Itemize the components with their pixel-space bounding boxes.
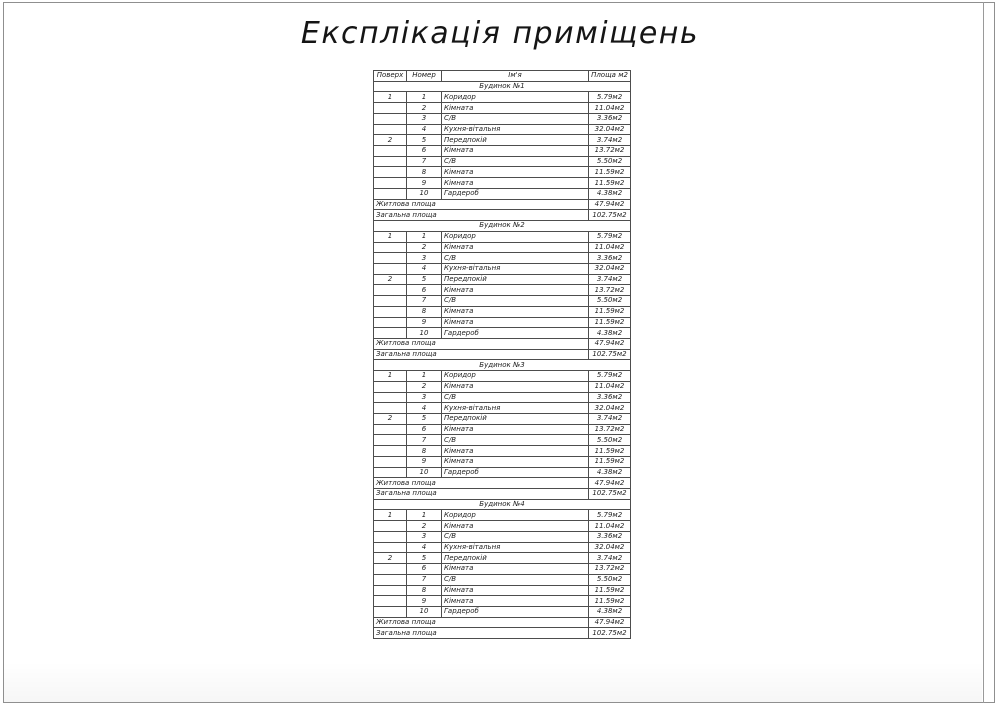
area-cell: 4.38м2 (589, 328, 631, 339)
table-row (374, 103, 631, 114)
number-cell: 7 (407, 296, 442, 307)
column-header: Площа м2 (589, 71, 631, 82)
area-cell: 11.04м2 (589, 242, 631, 253)
table-row (374, 263, 631, 274)
area-cell: 4.38м2 (589, 188, 631, 199)
number-cell: 8 (407, 306, 442, 317)
number-cell: 10 (407, 328, 442, 339)
number-cell: 1 (407, 371, 442, 382)
explication-table (373, 70, 631, 639)
summary-row (374, 628, 631, 639)
summary-row (374, 210, 631, 221)
room-name-cell: Гардероб (442, 606, 589, 617)
summary-value-cell: 47.94м2 (589, 478, 631, 489)
room-name-cell: С/В (442, 156, 589, 167)
table-row (374, 381, 631, 392)
number-cell: 6 (407, 146, 442, 157)
table-row (374, 446, 631, 457)
room-name-cell: Кімната (442, 521, 589, 532)
number-cell: 7 (407, 156, 442, 167)
room-name-cell: Кімната (442, 564, 589, 575)
summary-label-cell: Житлова площа (374, 617, 589, 628)
table-row (374, 146, 631, 157)
table-row (374, 371, 631, 382)
floor-cell (374, 606, 407, 617)
number-cell: 2 (407, 242, 442, 253)
area-cell: 4.38м2 (589, 467, 631, 478)
number-cell: 6 (407, 564, 442, 575)
table-row (374, 317, 631, 328)
number-cell: 4 (407, 403, 442, 414)
number-cell: 10 (407, 606, 442, 617)
number-cell: 5 (407, 135, 442, 146)
floor-cell (374, 456, 407, 467)
number-cell: 1 (407, 510, 442, 521)
room-name-cell: Кімната (442, 285, 589, 296)
table-row (374, 135, 631, 146)
number-cell: 4 (407, 542, 442, 553)
number-cell: 1 (407, 231, 442, 242)
number-cell: 9 (407, 456, 442, 467)
area-cell: 5.79м2 (589, 231, 631, 242)
area-cell: 5.79м2 (589, 371, 631, 382)
summary-label-cell: Загальна площа (374, 489, 589, 500)
room-name-cell: Передпокій (442, 135, 589, 146)
number-cell: 5 (407, 274, 442, 285)
table-row (374, 113, 631, 124)
column-header: Ім'я (442, 71, 589, 82)
table-row (374, 274, 631, 285)
area-cell: 13.72м2 (589, 146, 631, 157)
table-header-row (374, 71, 631, 82)
number-cell: 10 (407, 467, 442, 478)
room-name-cell: Кімната (442, 306, 589, 317)
room-name-cell: С/В (442, 253, 589, 264)
area-cell: 5.50м2 (589, 574, 631, 585)
floor-cell (374, 585, 407, 596)
floor-cell (374, 124, 407, 135)
floor-cell (374, 263, 407, 274)
floor-cell (374, 167, 407, 178)
floor-cell: 1 (374, 231, 407, 242)
room-name-cell: Гардероб (442, 328, 589, 339)
area-cell: 11.59м2 (589, 456, 631, 467)
area-cell: 11.04м2 (589, 381, 631, 392)
room-name-cell: Кімната (442, 446, 589, 457)
number-cell: 5 (407, 414, 442, 425)
number-cell: 4 (407, 124, 442, 135)
table-row (374, 242, 631, 253)
area-cell: 3.36м2 (589, 531, 631, 542)
floor-cell: 2 (374, 553, 407, 564)
room-name-cell: Гардероб (442, 188, 589, 199)
table-row (374, 435, 631, 446)
floor-cell (374, 531, 407, 542)
floor-cell (374, 242, 407, 253)
area-cell: 11.59м2 (589, 317, 631, 328)
floor-cell (374, 574, 407, 585)
floor-cell (374, 435, 407, 446)
table-row (374, 328, 631, 339)
summary-label-cell: Загальна площа (374, 628, 589, 639)
area-cell: 11.59м2 (589, 306, 631, 317)
table-row (374, 403, 631, 414)
table-row (374, 124, 631, 135)
table-row (374, 456, 631, 467)
floor-cell (374, 306, 407, 317)
table-row (374, 285, 631, 296)
summary-label-cell: Загальна площа (374, 210, 589, 221)
summary-row (374, 478, 631, 489)
summary-label-cell: Житлова площа (374, 338, 589, 349)
table-row (374, 188, 631, 199)
table-row (374, 596, 631, 607)
summary-row (374, 617, 631, 628)
floor-cell (374, 392, 407, 403)
floor-cell (374, 146, 407, 157)
room-name-cell: Кімната (442, 178, 589, 189)
area-cell: 32.04м2 (589, 542, 631, 553)
building-header: Будинок №4 (374, 499, 631, 510)
summary-row (374, 349, 631, 360)
summary-value-cell: 47.94м2 (589, 199, 631, 210)
table-row (374, 553, 631, 564)
room-name-cell: Коридор (442, 231, 589, 242)
floor-cell (374, 381, 407, 392)
area-cell: 3.74м2 (589, 135, 631, 146)
column-header: Поверх (374, 71, 407, 82)
room-name-cell: Кухня-вітальня (442, 403, 589, 414)
summary-row (374, 199, 631, 210)
building-header-row (374, 81, 631, 92)
room-name-cell: Гардероб (442, 467, 589, 478)
summary-label-cell: Житлова площа (374, 478, 589, 489)
area-cell: 3.74м2 (589, 553, 631, 564)
floor-cell (374, 596, 407, 607)
room-name-cell: Коридор (442, 510, 589, 521)
building-header-row (374, 499, 631, 510)
area-cell: 4.38м2 (589, 606, 631, 617)
area-cell: 32.04м2 (589, 124, 631, 135)
number-cell: 10 (407, 188, 442, 199)
room-name-cell: С/В (442, 531, 589, 542)
table-row (374, 231, 631, 242)
room-name-cell: Передпокій (442, 274, 589, 285)
number-cell: 4 (407, 263, 442, 274)
area-cell: 3.74м2 (589, 414, 631, 425)
summary-value-cell: 47.94м2 (589, 617, 631, 628)
number-cell: 6 (407, 424, 442, 435)
number-cell: 8 (407, 585, 442, 596)
room-name-cell: Кухня-вітальня (442, 124, 589, 135)
number-cell: 2 (407, 521, 442, 532)
room-name-cell: Кімната (442, 596, 589, 607)
summary-value-cell: 47.94м2 (589, 338, 631, 349)
number-cell: 5 (407, 553, 442, 564)
summary-value-cell: 102.75м2 (589, 349, 631, 360)
area-cell: 5.50м2 (589, 296, 631, 307)
area-cell: 11.59м2 (589, 178, 631, 189)
room-name-cell: Кімната (442, 242, 589, 253)
area-cell: 11.04м2 (589, 103, 631, 114)
table-row (374, 606, 631, 617)
area-cell: 5.79м2 (589, 92, 631, 103)
number-cell: 9 (407, 317, 442, 328)
floor-cell: 2 (374, 135, 407, 146)
room-name-cell: Кімната (442, 585, 589, 596)
summary-row (374, 338, 631, 349)
area-cell: 5.79м2 (589, 510, 631, 521)
room-name-cell: Коридор (442, 371, 589, 382)
floor-cell: 1 (374, 371, 407, 382)
floor-cell (374, 564, 407, 575)
table-row (374, 467, 631, 478)
room-name-cell: Кухня-вітальня (442, 542, 589, 553)
number-cell: 8 (407, 167, 442, 178)
table-row (374, 156, 631, 167)
building-header-row (374, 221, 631, 232)
room-name-cell: С/В (442, 296, 589, 307)
table-row (374, 585, 631, 596)
number-cell: 3 (407, 113, 442, 124)
table-row (374, 414, 631, 425)
floor-cell (374, 103, 407, 114)
floor-cell (374, 317, 407, 328)
number-cell: 2 (407, 103, 442, 114)
area-cell: 11.59м2 (589, 585, 631, 596)
number-cell: 2 (407, 381, 442, 392)
table-row (374, 392, 631, 403)
number-cell: 1 (407, 92, 442, 103)
floor-cell (374, 296, 407, 307)
table-row (374, 510, 631, 521)
explication-table-body (374, 71, 631, 639)
area-cell: 11.59м2 (589, 596, 631, 607)
number-cell: 7 (407, 574, 442, 585)
area-cell: 5.50м2 (589, 156, 631, 167)
room-name-cell: Кімната (442, 381, 589, 392)
room-name-cell: Передпокій (442, 553, 589, 564)
area-cell: 11.04м2 (589, 521, 631, 532)
table-row (374, 92, 631, 103)
table-row (374, 521, 631, 532)
area-cell: 3.74м2 (589, 274, 631, 285)
table-row (374, 306, 631, 317)
area-cell: 11.59м2 (589, 167, 631, 178)
area-cell: 5.50м2 (589, 435, 631, 446)
floor-cell (374, 253, 407, 264)
summary-value-cell: 102.75м2 (589, 210, 631, 221)
area-cell: 32.04м2 (589, 263, 631, 274)
room-name-cell: Кімната (442, 456, 589, 467)
room-name-cell: Кімната (442, 103, 589, 114)
floor-cell (374, 467, 407, 478)
floor-cell (374, 178, 407, 189)
room-name-cell: Кімната (442, 424, 589, 435)
room-name-cell: Передпокій (442, 414, 589, 425)
summary-row (374, 489, 631, 500)
building-header: Будинок №2 (374, 221, 631, 232)
area-cell: 32.04м2 (589, 403, 631, 414)
table-row (374, 531, 631, 542)
page-title: Експлікація приміщень (300, 16, 700, 51)
area-cell: 3.36м2 (589, 253, 631, 264)
number-cell: 6 (407, 285, 442, 296)
room-name-cell: С/В (442, 113, 589, 124)
area-cell: 13.72м2 (589, 285, 631, 296)
number-cell: 3 (407, 392, 442, 403)
building-header: Будинок №1 (374, 81, 631, 92)
area-cell: 3.36м2 (589, 392, 631, 403)
table-row (374, 542, 631, 553)
floor-cell (374, 424, 407, 435)
summary-value-cell: 102.75м2 (589, 489, 631, 500)
floor-cell (374, 542, 407, 553)
table-row (374, 167, 631, 178)
room-name-cell: С/В (442, 435, 589, 446)
sheet-inner-frame-line (983, 2, 984, 703)
floor-cell (374, 328, 407, 339)
floor-cell (374, 285, 407, 296)
room-name-cell: Кімната (442, 146, 589, 157)
floor-cell: 2 (374, 274, 407, 285)
table-row (374, 296, 631, 307)
area-cell: 13.72м2 (589, 424, 631, 435)
room-name-cell: Кімната (442, 167, 589, 178)
table-row (374, 424, 631, 435)
table-row (374, 564, 631, 575)
floor-cell (374, 188, 407, 199)
summary-value-cell: 102.75м2 (589, 628, 631, 639)
floor-cell (374, 113, 407, 124)
column-header: Номер (407, 71, 442, 82)
number-cell: 3 (407, 531, 442, 542)
floor-cell: 1 (374, 92, 407, 103)
number-cell: 7 (407, 435, 442, 446)
table-row (374, 253, 631, 264)
room-name-cell: Кімната (442, 317, 589, 328)
number-cell: 9 (407, 178, 442, 189)
floor-cell (374, 521, 407, 532)
area-cell: 13.72м2 (589, 564, 631, 575)
building-header-row (374, 360, 631, 371)
floor-cell (374, 156, 407, 167)
floor-cell: 1 (374, 510, 407, 521)
floor-cell (374, 446, 407, 457)
building-header: Будинок №3 (374, 360, 631, 371)
room-name-cell: Кухня-вітальня (442, 263, 589, 274)
number-cell: 8 (407, 446, 442, 457)
room-name-cell: С/В (442, 392, 589, 403)
table-row (374, 178, 631, 189)
area-cell: 11.59м2 (589, 446, 631, 457)
area-cell: 3.36м2 (589, 113, 631, 124)
number-cell: 9 (407, 596, 442, 607)
floor-cell: 2 (374, 414, 407, 425)
table-row (374, 574, 631, 585)
summary-label-cell: Житлова площа (374, 199, 589, 210)
room-name-cell: С/В (442, 574, 589, 585)
floor-cell (374, 403, 407, 414)
summary-label-cell: Загальна площа (374, 349, 589, 360)
number-cell: 3 (407, 253, 442, 264)
room-name-cell: Коридор (442, 92, 589, 103)
